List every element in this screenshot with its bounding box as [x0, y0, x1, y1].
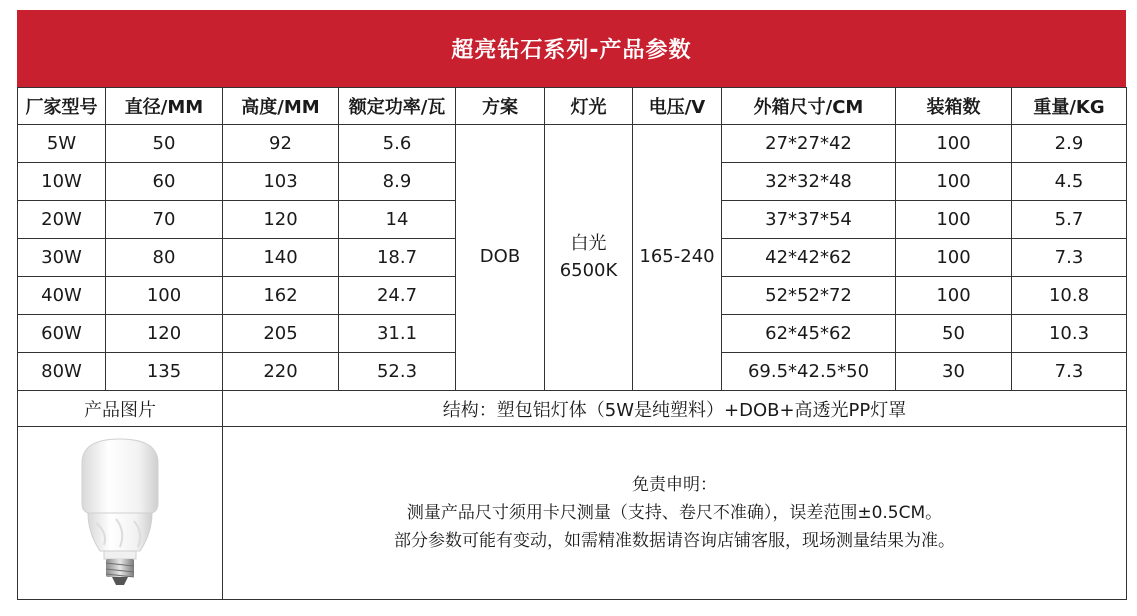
- disclaimer-cell: [223, 427, 1127, 600]
- cell-power: 24.7: [339, 277, 456, 315]
- header-carton-qty: 装箱数: [896, 88, 1012, 125]
- cell-weight: 5.7: [1012, 201, 1127, 239]
- cell-carton-size: 52*52*72: [722, 277, 896, 315]
- header-weight: 重量/KG: [1012, 88, 1127, 125]
- header-model: 厂家型号: [18, 88, 106, 125]
- cell-voltage: [633, 125, 722, 391]
- product-image-label: 产品图片: [18, 391, 223, 427]
- cell-height: 205: [223, 315, 339, 353]
- spec-table: [17, 87, 1127, 600]
- cell-carton-size: 37*37*54: [722, 201, 896, 239]
- scheme-value: DOB: [479, 246, 521, 268]
- cell-height: 92: [223, 125, 339, 163]
- header-power: 额定功率/瓦: [339, 88, 456, 125]
- product-image-cell: [18, 427, 223, 600]
- cell-diameter: 70: [106, 201, 223, 239]
- cell-diameter: 60: [106, 163, 223, 201]
- light-color: 白光: [570, 233, 607, 255]
- cell-light: [545, 125, 633, 391]
- cell-model: 80W: [18, 353, 106, 391]
- cell-diameter: 120: [106, 315, 223, 353]
- cell-diameter: 100: [106, 277, 223, 315]
- cell-model: 5W: [18, 125, 106, 163]
- header-diameter: 直径/MM: [106, 88, 223, 125]
- header-light: 灯光: [545, 88, 633, 125]
- header-row: [18, 88, 1127, 125]
- cell-power: 5.6: [339, 125, 456, 163]
- cell-weight: 10.3: [1012, 315, 1127, 353]
- cell-weight: 2.9: [1012, 125, 1127, 163]
- cell-power: 52.3: [339, 353, 456, 391]
- cell-carton-size: 32*32*48: [722, 163, 896, 201]
- cell-scheme: [456, 125, 545, 391]
- page-title: 超亮钻石系列-产品参数: [451, 38, 692, 63]
- cell-carton-qty: 100: [896, 277, 1012, 315]
- cell-carton-qty: 100: [896, 163, 1012, 201]
- header-voltage: 电压/V: [633, 88, 722, 125]
- structure-text: 结构：塑包铝灯体（5W是纯塑料）+DOB+高透光PP灯罩: [223, 391, 1127, 427]
- cell-height: 162: [223, 277, 339, 315]
- cell-weight: 4.5: [1012, 163, 1127, 201]
- table-row: [18, 125, 1127, 163]
- cell-power: 31.1: [339, 315, 456, 353]
- header-height: 高度/MM: [223, 88, 339, 125]
- cell-weight: 7.3: [1012, 239, 1127, 277]
- cell-model: 30W: [18, 239, 106, 277]
- cell-diameter: 50: [106, 125, 223, 163]
- cell-model: 10W: [18, 163, 106, 201]
- cell-diameter: 135: [106, 353, 223, 391]
- cell-carton-size: 42*42*62: [722, 239, 896, 277]
- disclaimer-line-1: 测量产品尺寸须用卡尺测量（支持、卷尺不准确），误差范围±0.5CM。: [406, 502, 943, 523]
- disclaimer-title: 免责申明：: [632, 474, 717, 495]
- cell-height: 120: [223, 201, 339, 239]
- led-bulb-icon: [60, 433, 180, 593]
- structure-row: [18, 391, 1127, 427]
- cell-model: 20W: [18, 201, 106, 239]
- spec-sheet: [17, 10, 1126, 600]
- cell-diameter: 80: [106, 239, 223, 277]
- cell-height: 103: [223, 163, 339, 201]
- cell-carton-size: 69.5*42.5*50: [722, 353, 896, 391]
- header-scheme: 方案: [456, 88, 545, 125]
- bottom-row: [18, 427, 1127, 600]
- cell-height: 140: [223, 239, 339, 277]
- cell-carton-size: 62*45*62: [722, 315, 896, 353]
- cell-carton-qty: 100: [896, 125, 1012, 163]
- cell-power: 14: [339, 201, 456, 239]
- cell-weight: 7.3: [1012, 353, 1127, 391]
- cell-height: 220: [223, 353, 339, 391]
- cell-carton-qty: 100: [896, 239, 1012, 277]
- title-banner: [17, 10, 1126, 87]
- header-carton-size: 外箱尺寸/CM: [722, 88, 896, 125]
- cell-model: 40W: [18, 277, 106, 315]
- cell-carton-qty: 50: [896, 315, 1012, 353]
- cell-carton-qty: 30: [896, 353, 1012, 391]
- cell-carton-qty: 100: [896, 201, 1012, 239]
- cell-model: 60W: [18, 315, 106, 353]
- cell-carton-size: 27*27*42: [722, 125, 896, 163]
- cell-power: 8.9: [339, 163, 456, 201]
- light-temperature: 6500K: [559, 259, 618, 281]
- voltage-value: 165-240: [639, 246, 715, 268]
- disclaimer-line-2: 部分参数可能有变动，如需精准数据请咨询店铺客服，现场测量结果为准。: [394, 531, 955, 552]
- cell-power: 18.7: [339, 239, 456, 277]
- cell-weight: 10.8: [1012, 277, 1127, 315]
